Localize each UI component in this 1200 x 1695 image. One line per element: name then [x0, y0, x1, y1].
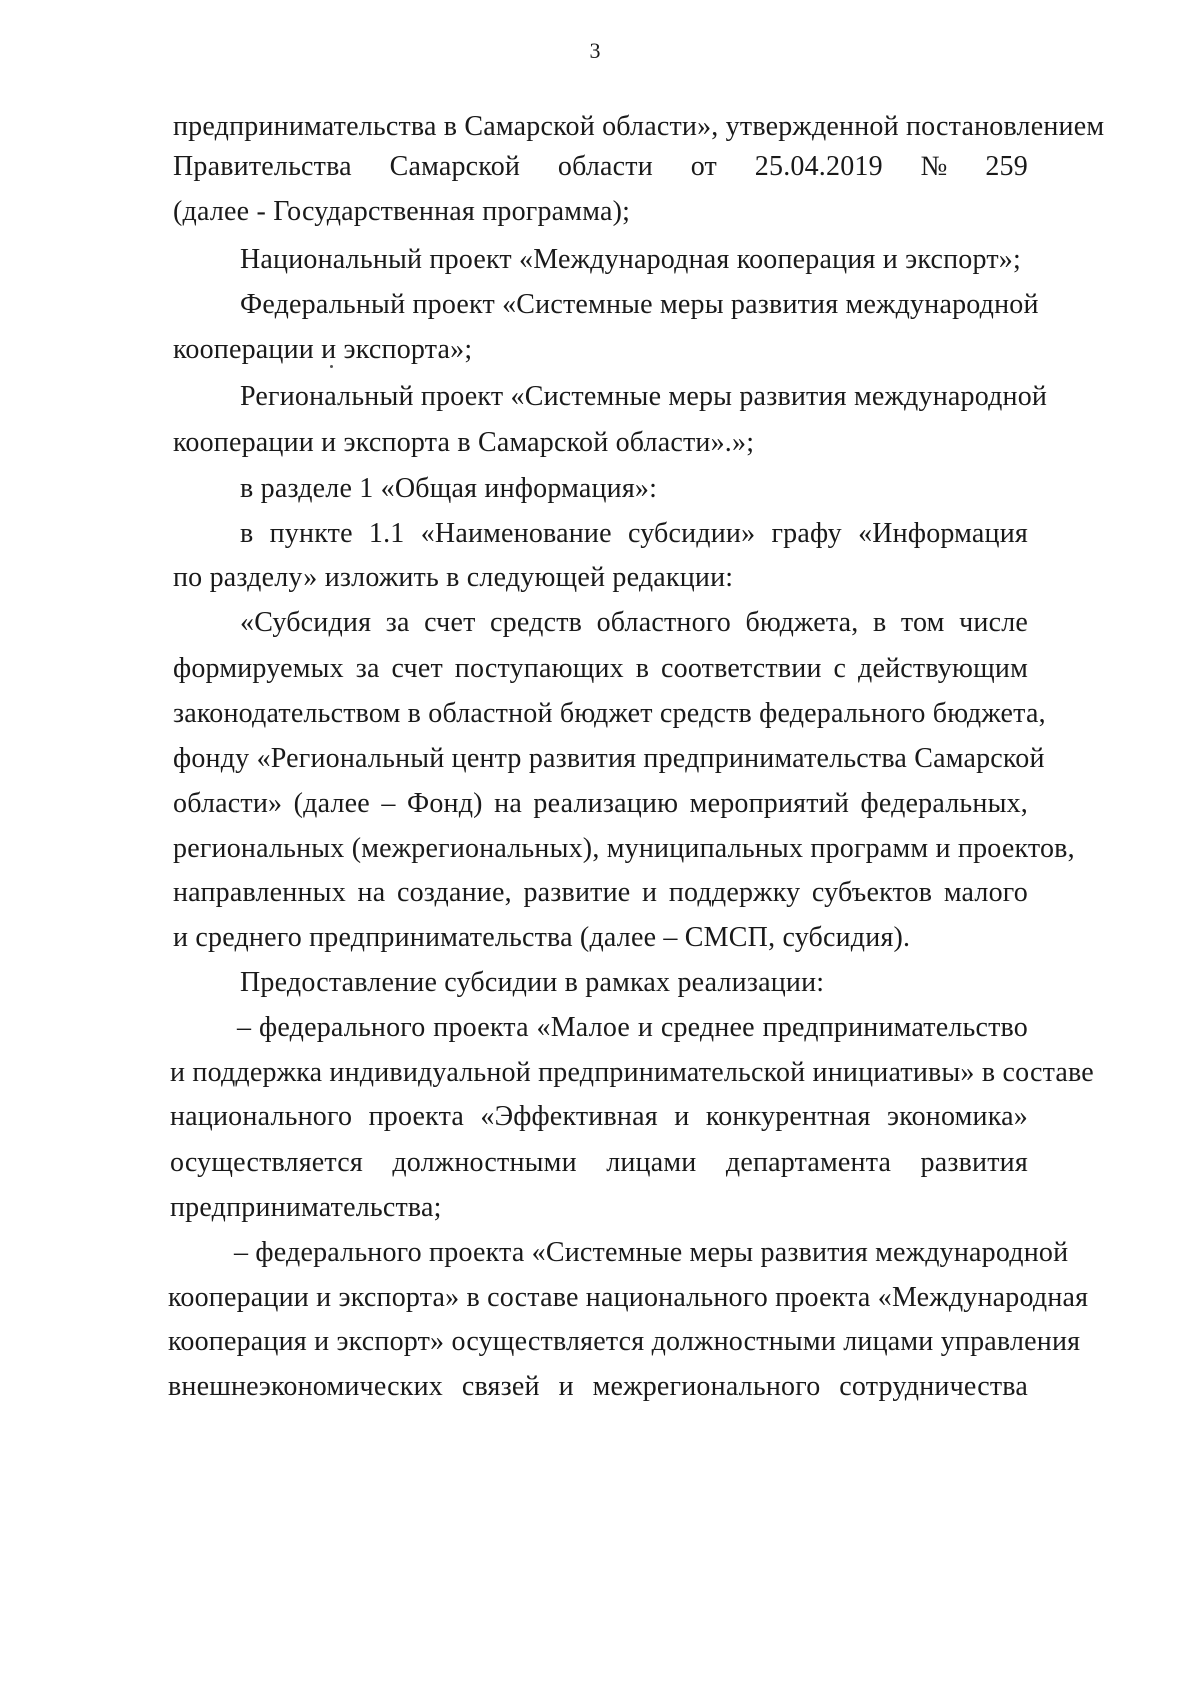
- text-line-26: – федерального проекта «Системные меры развития международной: [234, 1237, 1069, 1268]
- scan-artifact: [330, 365, 333, 368]
- text-line-3: (далее - Государственная программа);: [173, 196, 631, 227]
- text-line-29: внешнеэкономических связей и межрегионального сотрудничества: [168, 1371, 1028, 1402]
- text-line-18: направленных на создание, развитие и поддержку субъектов малого: [173, 877, 1028, 908]
- text-line-11: по разделу» изложить в следующей редакции:: [173, 562, 734, 593]
- text-line-27: кооперации и экспорта» в составе национального проекта «Международная: [168, 1282, 1089, 1313]
- text-line-4: Национальный проект «Международная кооперация и экспорт»;: [240, 244, 1021, 275]
- text-line-17: региональных (межрегиональных), муниципальных программ и проектов,: [173, 833, 1075, 864]
- text-line-20: Предоставление субсидии в рамках реализации:: [240, 967, 825, 998]
- text-line-23: национального проекта «Эффективная и конкурентная экономика»: [170, 1101, 1028, 1132]
- text-line-21: – федерального проекта «Малое и среднее предпринимательство: [237, 1012, 1028, 1043]
- text-line-12: «Субсидия за счет средств областного бюджета, в том числе: [240, 607, 1028, 638]
- text-line-15: фонду «Региональный центр развития предпринимательства Самарской: [173, 743, 1045, 774]
- text-line-2: Правительства Самарской области от 25.04.2019 № 259: [173, 151, 1028, 182]
- text-line-14: законодательством в областной бюджет средств федерального бюджета,: [173, 698, 1046, 729]
- text-line-7: Региональный проект «Системные меры развития международной: [240, 381, 1048, 412]
- text-line-28: кооперация и экспорт» осуществляется должностными лицами управления: [168, 1326, 1081, 1357]
- text-line-9: в разделе 1 «Общая информация»:: [240, 473, 658, 504]
- text-line-16: области» (далее – Фонд) на реализацию мероприятий федеральных,: [173, 788, 1028, 819]
- text-line-8: кооперации и экспорта в Самарской области».»;: [173, 427, 755, 458]
- text-line-25: предпринимательства;: [170, 1192, 442, 1223]
- text-line-10: в пункте 1.1 «Наименование субсидии» графу «Информация: [240, 518, 1028, 549]
- text-line-19: и среднего предпринимательства (далее – СМСП, субсидия).: [173, 922, 911, 953]
- text-line-5: Федеральный проект «Системные меры развития международной: [240, 289, 1039, 320]
- text-line-24: осуществляется должностными лицами департамента развития: [170, 1147, 1028, 1178]
- text-line-22: и поддержка индивидуальной предпринимательской инициативы» в составе: [170, 1057, 1094, 1088]
- page-number: 3: [589, 38, 601, 63]
- text-line-13: формируемых за счет поступающих в соответствии с действующим: [173, 653, 1028, 684]
- text-line-6: кооперации и экспорта»;: [173, 334, 473, 365]
- text-line-1: предпринимательства в Самарской области», утвержденной постановлением: [173, 111, 1105, 142]
